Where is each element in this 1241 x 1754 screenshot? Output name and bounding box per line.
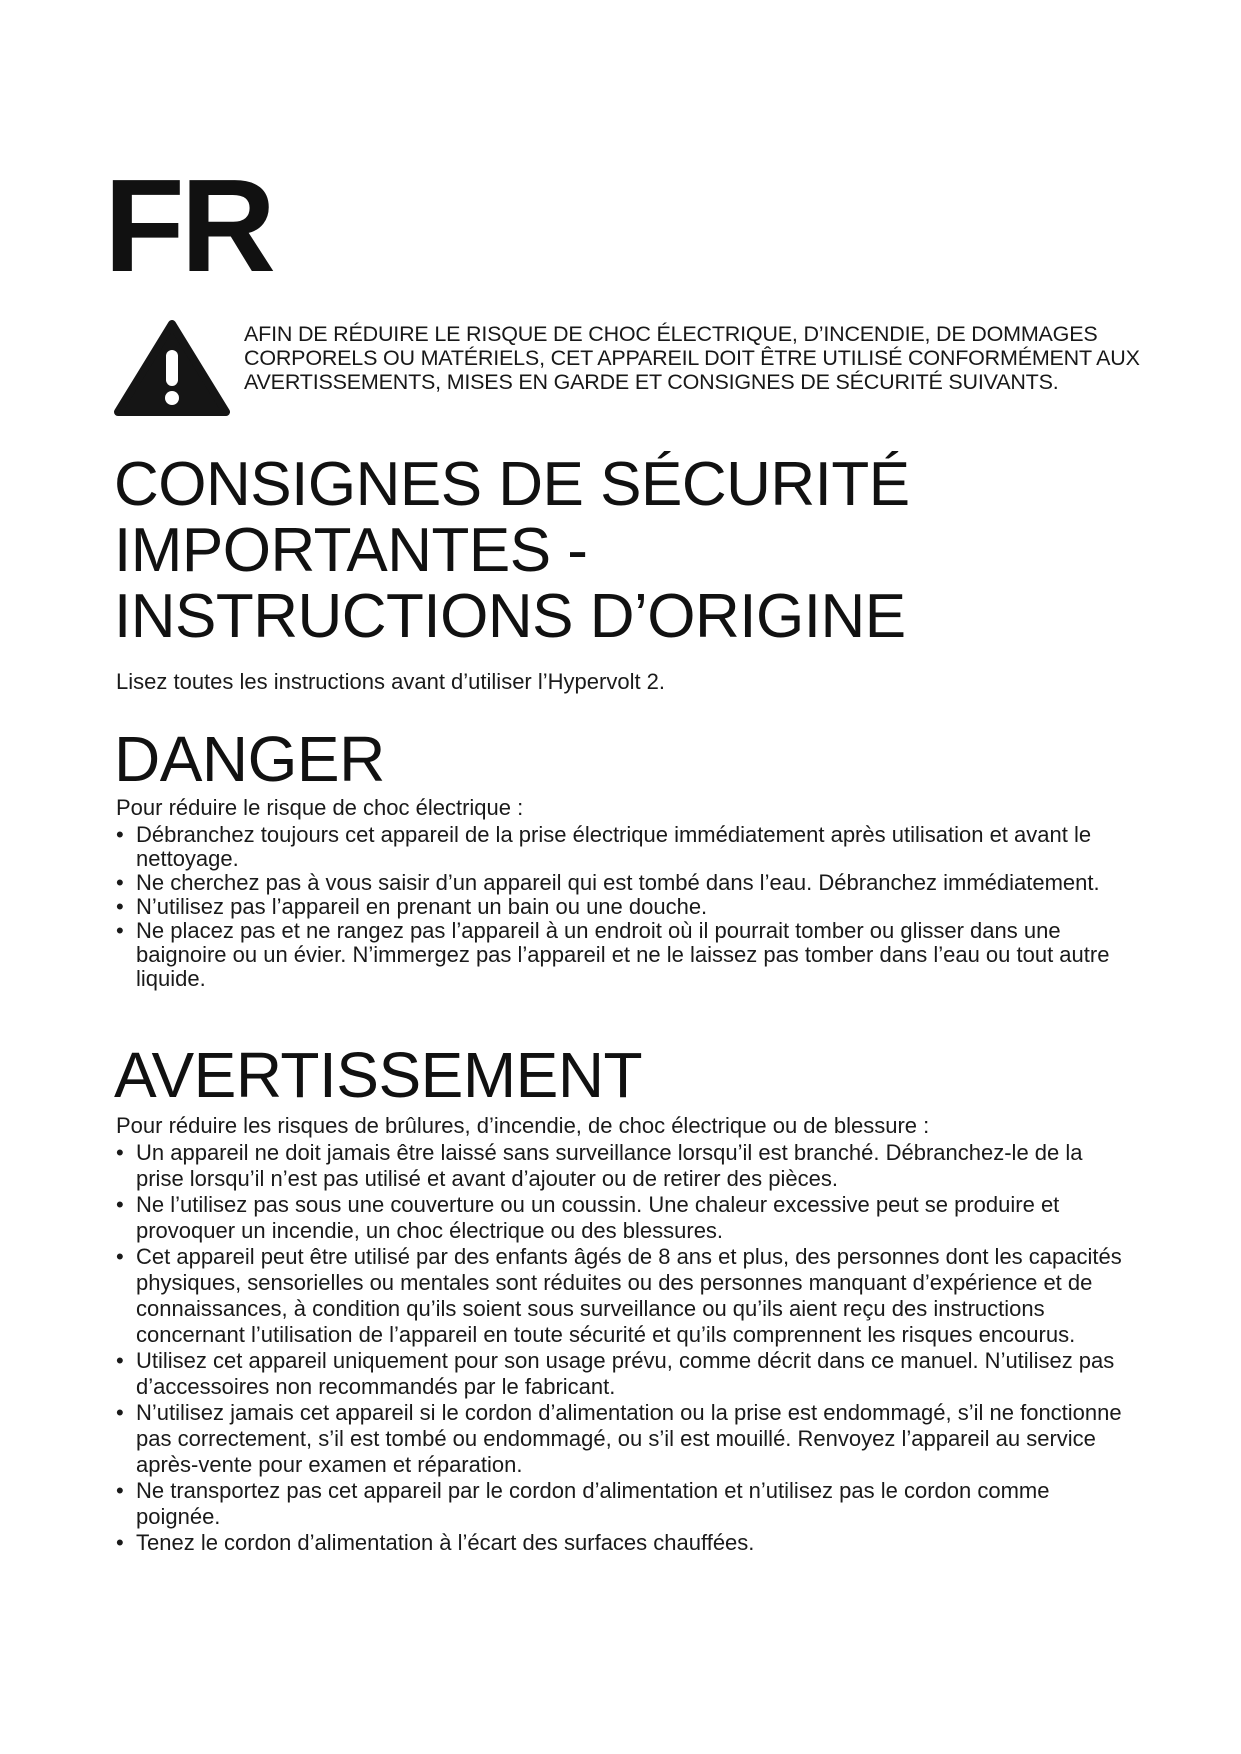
safety-notice-text: AFIN DE RÉDUIRE LE RISQUE DE CHOC ÉLECTRIQUE, D’INCENDIE, DE DOMMAGES CORPORELS OU MATÉRIELS, CET APPAREIL DOIT ÊTRE UTILISÉ CONFORMÉMENT AUX AVERTISSEMENTS, MISES EN GARDE ET CONSIGNES DE SÉCURITÉ SUIVANTS.: [244, 322, 1140, 394]
list-item: • Un appareil ne doit jamais être laissé sans surveillance lorsqu’il est branché. Débranchez-le de la prise lorsqu’il n’est pas utilisé et avant d’ajouter ou de retirer des pièces.: [116, 1140, 1136, 1192]
warning-heading: AVERTISSEMENT: [114, 1039, 643, 1111]
page-title: [114, 452, 1164, 650]
intro-text: Lisez toutes les instructions avant d’utiliser l’Hypervolt 2.: [116, 669, 666, 694]
danger-lead: Pour réduire le risque de choc électrique :: [116, 795, 524, 820]
danger-heading: DANGER: [114, 723, 385, 795]
warning-list: [116, 1140, 1136, 1556]
list-item: • Ne l’utilisez pas sous une couverture ou un coussin. Une chaleur excessive peut se produire et provoquer un incendie, un choc électrique ou des blessures.: [116, 1192, 1136, 1244]
safety-notice: [114, 318, 1140, 428]
warning-triangle-icon: [114, 318, 230, 418]
list-item: • Débranchez toujours cet appareil de la prise électrique immédiatement après utilisation et avant le nettoyage.: [116, 823, 1136, 871]
danger-list: [116, 823, 1136, 991]
list-item: • Cet appareil peut être utilisé par des enfants âgés de 8 ans et plus, des personnes dont les capacités physiques, sensorielles ou mentales sont réduites ou des personnes manquant d’expérience et de connaissances, à condition qu’ils soient sous surveillance ou qu’ils aient reçu des instructions concernant l’utilisation de l’appareil en toute sécurité et qu’ils comprennent les risques encourus.: [116, 1244, 1136, 1348]
list-item: • N’utilisez pas l’appareil en prenant un bain ou une douche.: [116, 895, 1136, 919]
list-item: • Ne cherchez pas à vous saisir d’un appareil qui est tombé dans l’eau. Débranchez immédiatement.: [116, 871, 1136, 895]
language-code: FR: [104, 152, 272, 299]
warning-lead: Pour réduire les risques de brûlures, d’incendie, de choc électrique ou de blessure :: [116, 1113, 930, 1138]
list-item: • Tenez le cordon d’alimentation à l’écart des surfaces chauffées.: [116, 1530, 1136, 1556]
page-title-line-1: CONSIGNES DE SÉCURITÉ: [114, 450, 910, 519]
page-title-line-2: IMPORTANTES -: [114, 516, 588, 585]
list-item: • Utilisez cet appareil uniquement pour son usage prévu, comme décrit dans ce manuel. N’utilisez pas d’accessoires non recommandés par le fabricant.: [116, 1348, 1136, 1400]
list-item: • Ne placez pas et ne rangez pas l’appareil à un endroit où il pourrait tomber ou glisser dans une baignoire ou un évier. N’immergez pas l’appareil et ne le laissez pas tomber dans l’eau ou tout autre liquide.: [116, 919, 1136, 991]
list-item: • Ne transportez pas cet appareil par le cordon d’alimentation et n’utilisez pas le cordon comme poignée.: [116, 1478, 1136, 1530]
page-title-line-3: INSTRUCTIONS D’ORIGINE: [114, 582, 906, 651]
list-item: • N’utilisez jamais cet appareil si le cordon d’alimentation ou la prise est endommagé, s’il ne fonctionne pas correctement, s’il est tombé ou endommagé, ou s’il est mouillé. Renvoyez l’appareil au service après-vente pour examen et réparation.: [116, 1400, 1136, 1478]
